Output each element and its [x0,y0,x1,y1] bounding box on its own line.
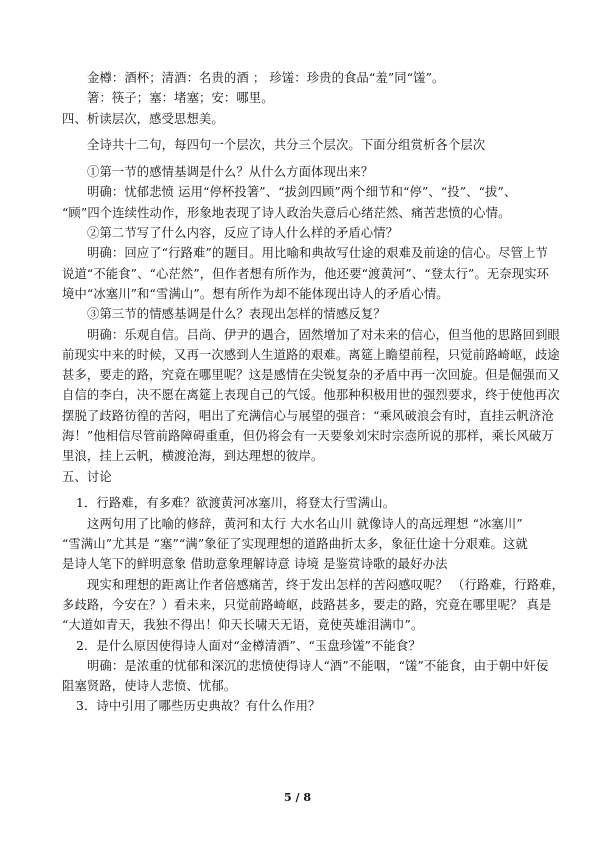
text-line: 境中“冰塞川”和“雪满山”。想有所作为却不能体现出诗人的矛盾心情。 [62,286,449,301]
text-line: 现实和理想的距离让作者倍感痛苦，终于发出怎样的苦闷感叹呢？ （行路难，行路难， [87,577,565,592]
text-line: 金樽：酒杯；清酒：名贵的酒 ； 珍馐：珍贵的食品“羞”同“馐”。 [87,71,445,85]
text-line: 1．行路难，有多难？欲渡黄河冰塞川，将登太行雪满山。 [76,496,396,511]
text-line: 说道“不能食”、“心茫然”，但作者想有所作为，他还要“渡黄河”、“登太行”。无奈现实环 [62,266,550,281]
text-line: 四、析读层次，感受思想美。 [62,111,224,126]
text-line: 明确：忧郁悲愤 运用“停杯投箸”、“拔剑四顾”两个细节和“停”、“投”、“拔”、 [87,185,517,200]
text-line: 多歧路，今安在？）看未来，只觉前路崎岖，歧路甚多，要走的路，究竟在哪里呢？ 真是 [62,597,552,612]
text-line: 全诗共十二句，每四句一个层次，共分三个层次。下面分组赏析各个层次 [87,138,486,153]
document-body [62,68,565,717]
text-line: 里浪，挂上云帆，横渡沧海，到达理想的彼岸。 [62,449,324,464]
page-number: 5 / 8 [284,791,311,804]
text-line: 箸：筷子；塞：堵塞；安：哪里。 [87,91,274,106]
text-line: 2．是什么原因使得诗人面对“金樽清酒”、“玉盘珍馐”不能食？ [76,638,421,653]
text-line: 明确：是浓重的忧郁和深沉的悲愤使得诗人“酒”不能咽，“馐”不能食，由于朝中奸佞 [87,658,549,673]
text-line: ②第二节写了什么内容，反应了诗人什么样的矛盾心情？ [87,226,399,241]
text-line: 阻塞贤路，使诗人悲愤、忧郁。 [62,679,237,694]
text-line: 明确：乐观自信。吕尚、伊尹的遇合，固然增加了对未来的信心，但当他的思路回到眼 [87,327,560,342]
text-line: 甚多，要走的路，究竟在哪里呢？这是感情在尖锐复杂的矛盾中再一次回旋。但是倔强而又 [62,368,560,383]
text-line: 3．诗中引用了哪些历史典故？有什么作用？ [76,699,321,714]
text-line: 这两句用了比喻的修辞，黄河和太行 大水名山川 就像诗人的高远理想 “冰塞川” [87,516,523,531]
text-line: 海！”他相信尽管前路障碍重重，但仍将会有一天要象刘宋时宗悫所说的那样，乘长风破万 [62,429,554,444]
text-line: 自信的李白，决不愿在离筵上表现自己的气馁。他那种积极用世的强烈要求，终于使他再次 [62,388,560,403]
text-line: 摆脱了歧路彷徨的苦闷，唱出了充满信心与展望的强音：“乘风破浪会有时，直挂云帆济沧 [62,408,554,423]
text-line: “顾”四个连续性动作，形象地表现了诗人政治失意后心绪茫然、痛苦悲愤的心情。 [62,205,511,220]
text-line: 五、讨论 [62,469,112,484]
text-line: ③第三节的情感基调是什么？表现出怎样的情感反复？ [87,307,386,322]
text-line: “大道如青天，我独不得出！仰天长啸天无语，竟使英雄泪满巾”。 [62,618,424,633]
text-line: 前现实中来的时候，又再一次感到人生道路的艰难。离筵上瞻望前程，只觉前路崎岖，歧途 [62,347,560,362]
text-line: 明确：回应了“行路难”的题目。用比喻和典故写仕途的艰难及前途的信心。尽管上节 [87,246,548,261]
text-line: “雪满山”尤其是 “塞”“满”象征了实现理想的道路曲折太多，象征仕途十分艰难。这就 [62,537,528,552]
text-line: ①第一节的感情基调是什么？从什么方面体现出来？ [87,165,374,180]
text-line: 是诗人笔下的鲜明意象 借助意象理解诗意 诗境 是鉴赏诗歌的最好办法 [62,557,448,572]
